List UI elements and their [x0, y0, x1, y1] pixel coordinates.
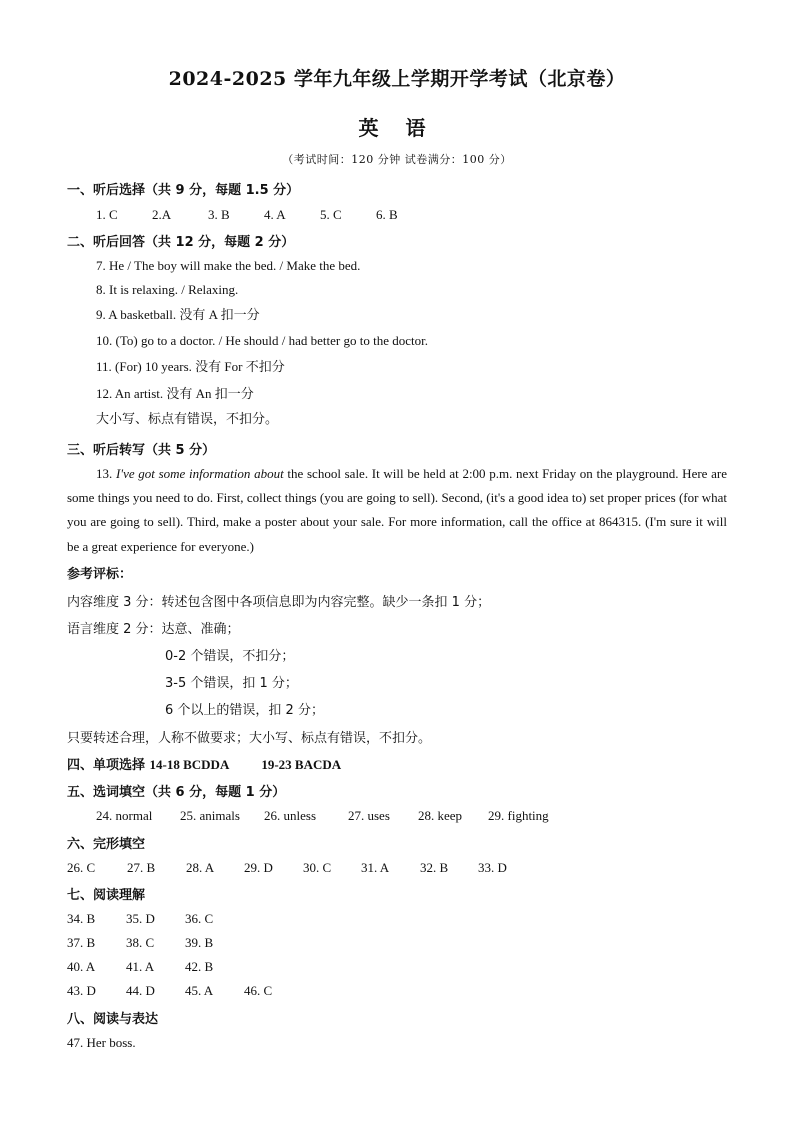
answer-item: 1. C [96, 207, 118, 222]
section-4-part2: 19-23 BACDA [261, 757, 342, 772]
final-note: 只要转述合理，人称不做要求；大小写、标点有错误，不扣分。 [67, 731, 432, 746]
answer-line: 7. He / The boy will make the bed. / Make the bed. [96, 258, 361, 273]
answer-item: 39. B [185, 935, 214, 950]
answer-item: 41. A [126, 959, 155, 974]
section-4-label: 四、单项选择 [67, 758, 150, 773]
answer-item: 27. B [127, 860, 156, 875]
deduction-item: 3-5 个错误，扣 1 分； [165, 676, 298, 691]
section-4-heading [67, 754, 341, 773]
answer-item: 33. D [478, 860, 507, 875]
section-2-heading: 二、听后回答（共 12 分，每题 2 分） [67, 235, 295, 250]
answer-item: 30. C [303, 860, 332, 875]
answer-line: 12. An artist. 没有 An 扣一分 [96, 386, 254, 401]
section-4-part1: 14-18 BCDDA [149, 757, 230, 772]
answer-item: 42. B [185, 959, 214, 974]
answer-item: 5. C [320, 207, 342, 222]
deduction-item: 6 个以上的错误，扣 2 分； [165, 703, 324, 718]
deduction-item: 0-2 个错误，不扣分； [165, 649, 295, 664]
exam-info: （考试时间：120 分钟 试卷满分：100 分） [282, 153, 512, 166]
answer-item: 36. C [185, 911, 214, 926]
subject-title: 英 语 [358, 116, 436, 140]
section-3-heading: 三、听后转写（共 5 分） [67, 443, 216, 458]
answer-line: 9. A basketball. 没有 A 扣一分 [96, 307, 260, 322]
answer-item: 45. A [185, 983, 214, 998]
answer-item: 35. D [126, 911, 155, 926]
answer-item: 4. A [264, 207, 286, 222]
answer-item: 43. D [67, 983, 96, 998]
answer-item: 29. D [244, 860, 273, 875]
answer-item: 25. animals [180, 808, 240, 823]
answer-item: 40. A [67, 959, 96, 974]
criteria-label: 参考评标： [67, 567, 133, 582]
answer-item: 6. B [376, 207, 398, 222]
answer-item: 28. keep [418, 808, 463, 823]
answer-item: 44. D [126, 983, 155, 998]
answer-item: 28. A [186, 860, 215, 875]
answer-item: 24. normal [96, 808, 153, 823]
criteria-language: 语言维度 2 分：达意、准确； [67, 622, 240, 637]
answer-line: 10. (To) go to a doctor. / He should / had better go to the doctor. [96, 333, 428, 348]
given-opening: I've got some information about [115, 466, 284, 481]
section-5-heading: 五、选词填空（共 6 分，每题 1 分） [67, 785, 286, 800]
answer-item: 37. B [67, 935, 96, 950]
answer-item: 31. A [361, 860, 390, 875]
section-8-heading: 八、阅读与表达 [67, 1012, 159, 1027]
answer-item: 32. B [420, 860, 449, 875]
section-1-heading: 一、听后选择（共 9 分，每题 1.5 分） [67, 183, 300, 198]
answer-item: 2.A [152, 207, 172, 222]
question-number: 13. [96, 466, 116, 481]
grading-note: 大小写、标点有错误，不扣分。 [96, 412, 279, 427]
answer-item: 34. B [67, 911, 96, 926]
page-title: 2024-2025 学年九年级上学期开学考试（北京卷） [168, 68, 626, 90]
model-answer-text: the school sale. It will be held at 2:00 p.m. next Friday on the playground. Here are some things you need to do. First, collect things (you are going to sell). Second, (it's a good idea to) set proper prices (for what you are going to sell). Third, make a poster about your sale. For more information, call the office at 864315. (I'm sure it will be a great experience for everyone.) [67, 466, 728, 554]
answer-item: 3. B [208, 207, 230, 222]
answer-item: 27. uses [348, 808, 390, 823]
section-7-heading: 七、阅读理解 [67, 888, 146, 903]
answer-item: 47. Her boss. [67, 1035, 136, 1050]
answer-item: 29. fighting [488, 808, 549, 823]
section-6-heading: 六、完形填空 [67, 837, 146, 852]
answer-item: 26. C [67, 860, 96, 875]
answer-line: 11. (For) 10 years. 没有 For 不扣分 [96, 359, 285, 374]
model-answer-paragraph [67, 462, 727, 559]
answer-item: 38. C [126, 935, 155, 950]
answer-item: 26. unless [264, 808, 316, 823]
answer-line: 8. It is relaxing. / Relaxing. [96, 282, 239, 297]
criteria-content: 内容维度 3 分：转述包含图中各项信息即为内容完整。缺少一条扣 1 分； [67, 595, 491, 610]
answer-item: 46. C [244, 983, 273, 998]
